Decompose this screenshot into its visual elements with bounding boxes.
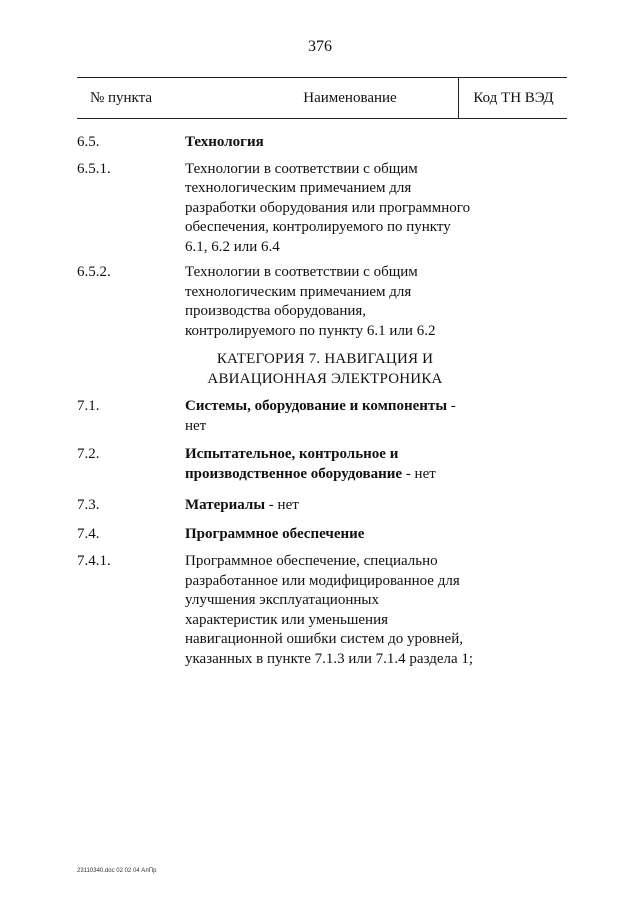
item-suffix: - нет <box>185 398 456 434</box>
table-row <box>77 525 567 545</box>
item-bold-title: Системы, оборудование и компоненты <box>185 398 448 414</box>
table-row <box>77 496 567 516</box>
item-number: 6.5.2. <box>77 264 111 280</box>
table-row <box>77 263 567 341</box>
category-heading-line2: АВИАЦИОННАЯ ЭЛЕКТРОНИКА <box>207 371 443 387</box>
category-heading-line1: КАТЕГОРИЯ 7. НАВИГАЦИЯ И <box>216 351 434 367</box>
page-number: 376 <box>308 38 332 55</box>
header-tn-ved-code: Код ТН ВЭД <box>458 78 568 118</box>
item-text: Технологии в соответствии с общим технологическим примечанием для производства оборудования, контролируемого по пункту 6.1 или 6.2 <box>185 264 436 339</box>
item-text: Технологии в соответствии с общим технологическим примечанием для разработки оборудования или программного обеспечения, контролируемого по пункту 6.1, 6.2 или 6.4 <box>185 160 471 255</box>
item-title <box>185 397 475 436</box>
item-suffix: - нет <box>402 465 436 482</box>
item-bold-title: Программное обеспечение <box>185 525 365 542</box>
item-number: 6.5.1. <box>77 160 111 177</box>
table-body <box>77 133 567 669</box>
item-title <box>185 525 475 545</box>
item-number: 7.4. <box>77 525 100 542</box>
item-suffix: - нет <box>265 497 299 513</box>
item-number: 7.1. <box>77 398 100 414</box>
item-number: 6.5. <box>77 134 100 150</box>
item-bold-title: Материалы <box>185 497 266 513</box>
category-heading <box>185 349 465 389</box>
table-row <box>77 397 567 436</box>
item-title <box>185 496 475 516</box>
table-row <box>77 445 567 484</box>
item-number: 7.3. <box>77 497 100 513</box>
item-title <box>185 445 475 484</box>
header-name: Наименование <box>303 90 397 106</box>
item-number: 7.2. <box>77 446 100 462</box>
footer-file-reference: 23110340.doc 02 02 04 АлПр <box>77 868 157 874</box>
table-row <box>77 160 567 258</box>
item-title <box>185 133 475 153</box>
item-bold-title: Испытательное, контрольное и производственное оборудование <box>185 446 403 482</box>
item-number: 7.4.1. <box>77 553 111 569</box>
table-header <box>77 77 567 119</box>
table-row <box>77 552 567 669</box>
item-text: Программное обеспечение, специально разработанное или модифицированное для улучшения эксплуатационных характеристик или уменьшения навигационной ошибки систем до уровней, указанных в пункте 7.1.3 или 7.1.4 раздела 1; <box>185 553 474 667</box>
item-bold-title: Технология <box>185 134 264 150</box>
table-row <box>77 133 567 153</box>
header-item-number: № пункта <box>89 90 153 106</box>
